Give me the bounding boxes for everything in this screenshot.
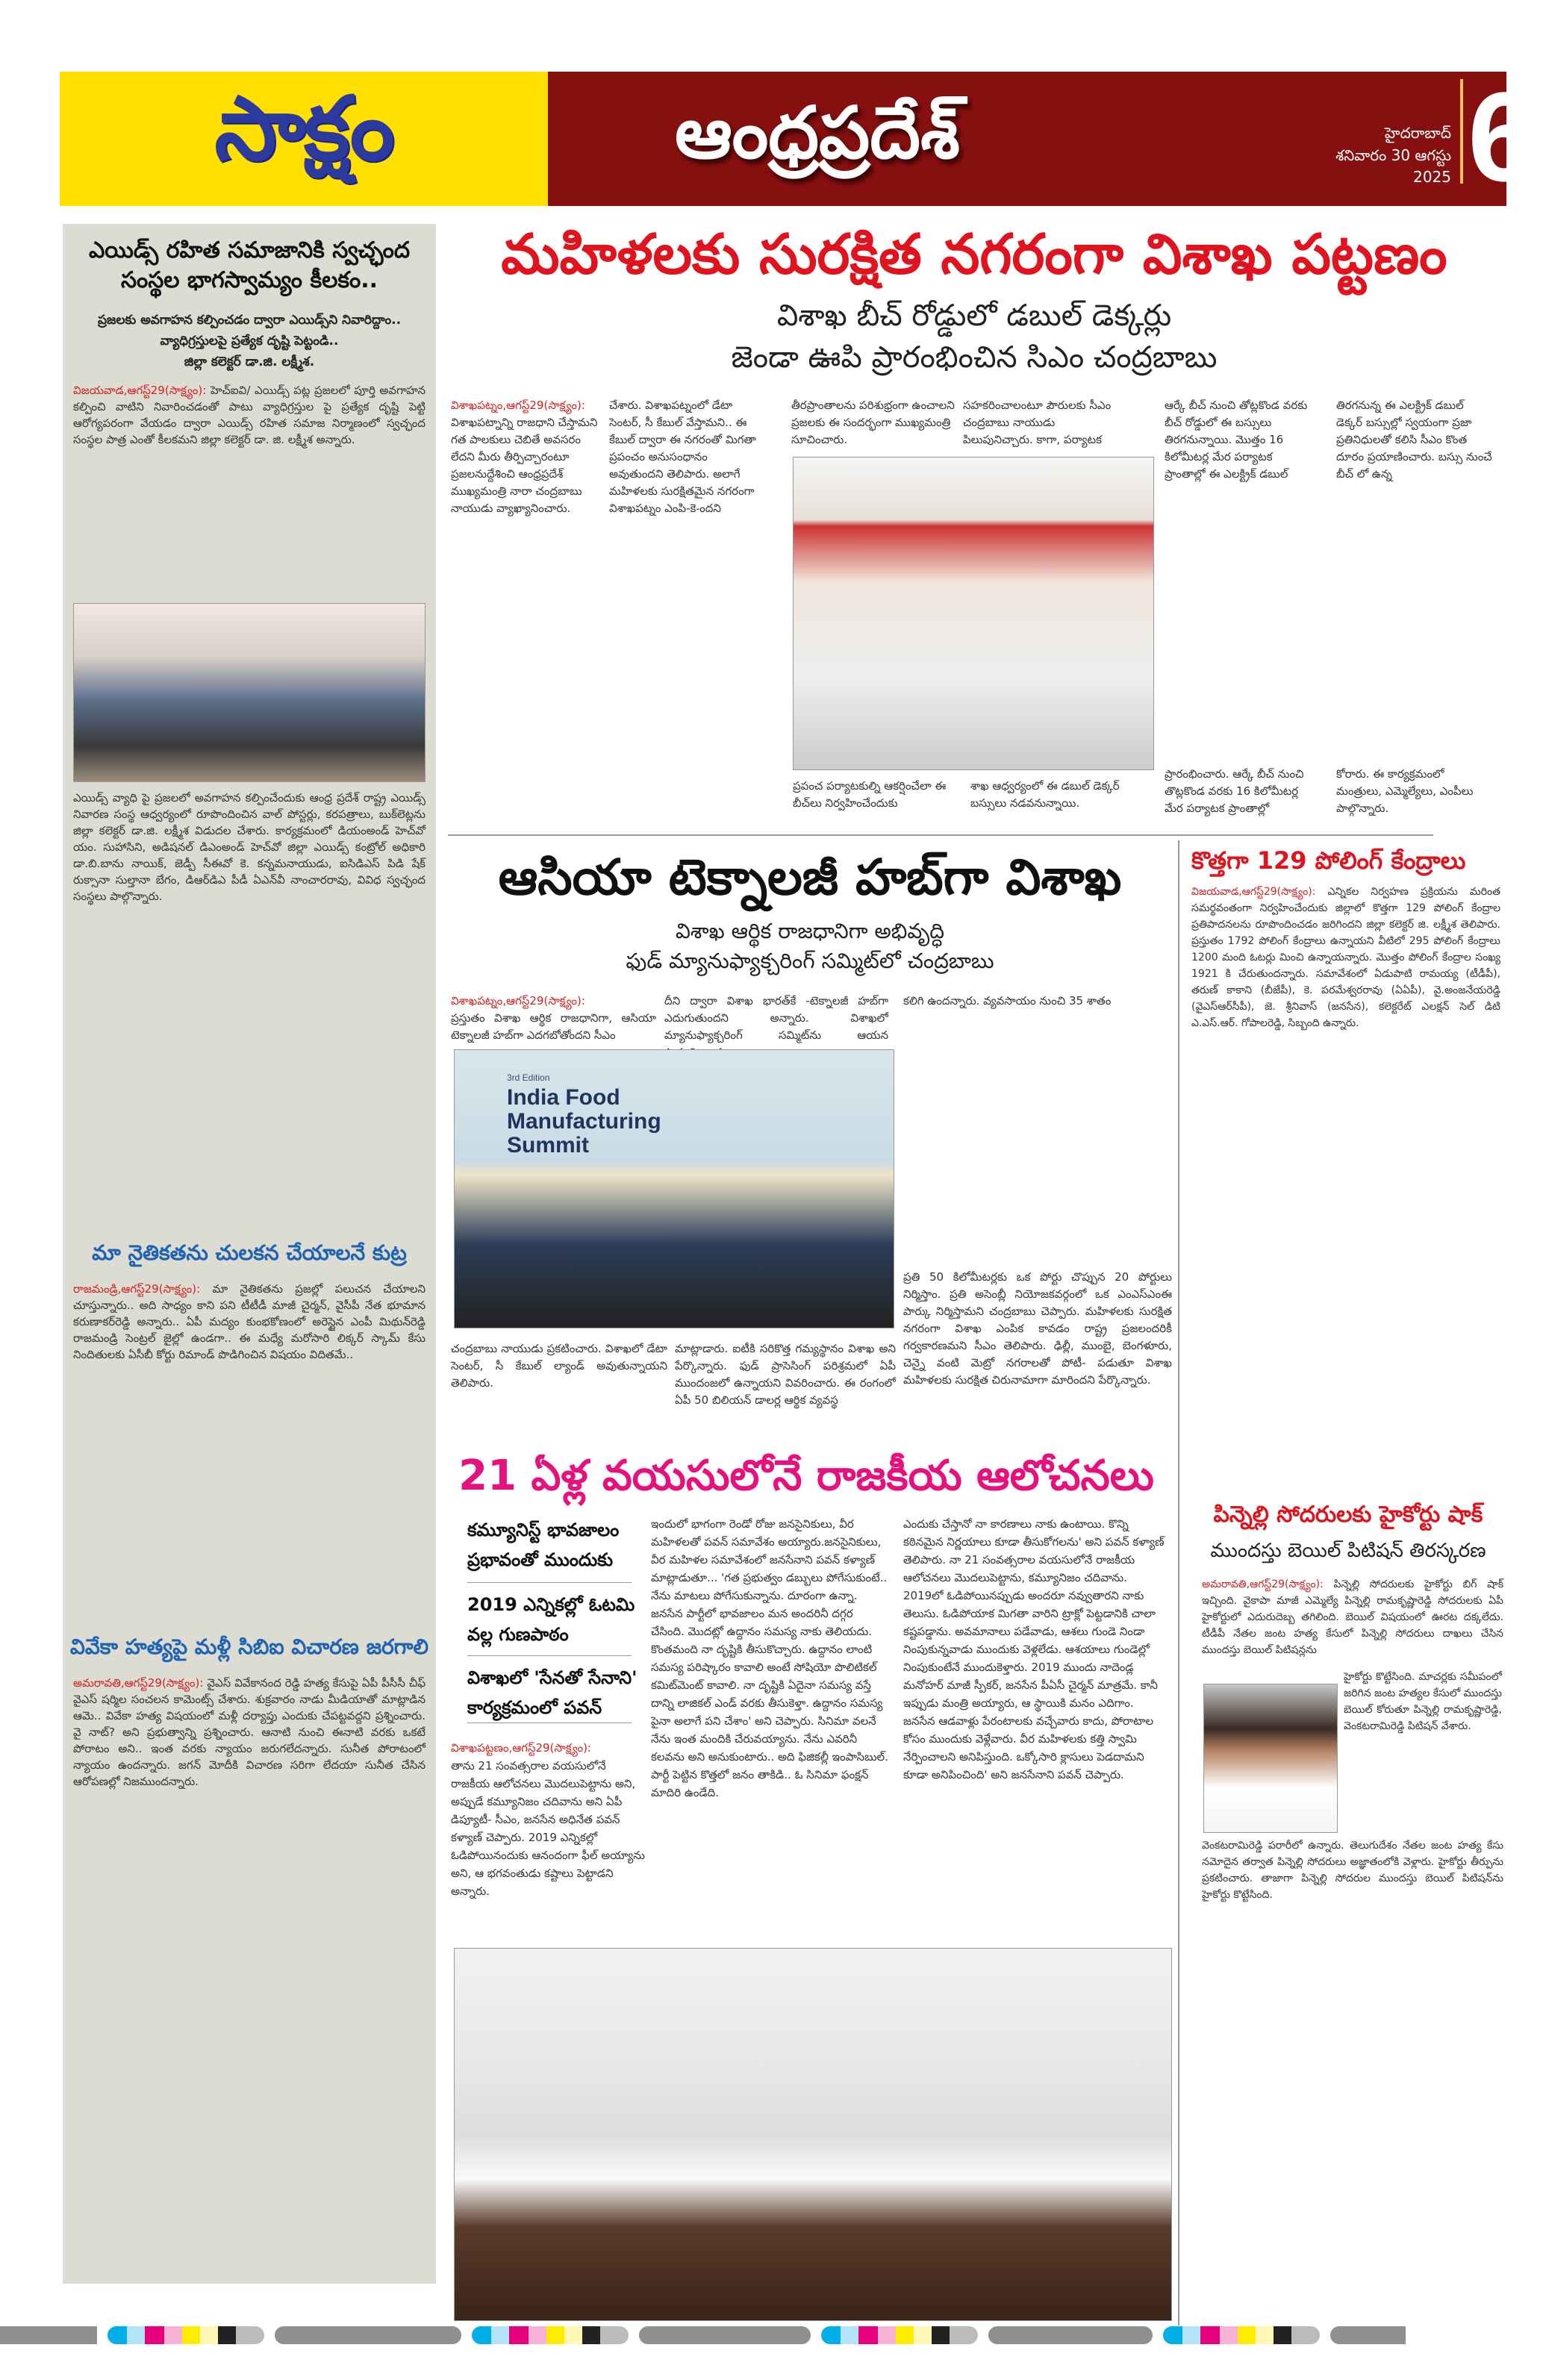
- lead-caption-1: ప్రపంచ పర్యాటకుల్ని ఆకర్షించేలా ఈ బీచ్‌లు నిర్వహించేందుకు: [793, 779, 947, 810]
- aids-body-1: [63, 382, 436, 596]
- tech-col-3: కలిగి ఉందన్నారు. వ్యవసాయం నుంచి 35 శాతం: [903, 994, 1112, 1008]
- conspiracy-body: [63, 1281, 436, 1624]
- summit-edition-text: 3rd Edition: [507, 1072, 550, 1083]
- tech-subhead-2: ఫుడ్ మ్యానుఫ్యాక్చరింగ్ సమ్మిట్‌లో చంద్రబాబు: [626, 949, 994, 973]
- tech-col-2: దీని ద్వారా విశాఖ భారత్‌కే -టెక్నాలజీ హబ్‌గా ఎదుగుతుందని అన్నారు. విశాఖలో మ్యానుఫ్యాక్చరింగ్ సమ్మిట్‌ను ఆయన: [664, 994, 888, 1042]
- aids-body-text-1: హెచ్ఐవి/ ఎయిడ్స్ పట్ల ప్రజలలో పూర్తి అవగాహన కల్పించి వాటిని నివారించడంతో పాటు వ్యాధిగ్రస్తుల పై ప్రత్యేక దృష్టి పెట్టి ఆరోగ్యపరంగా వేయడం ద్వారా ఎయిడ్స్ రహిత సమాజ నిర్మాణంలో స్వచ్ఛంద సంస్థల పాత్ర ఎంతో కీలకమని జిల్లా కలెక్టర్ డా. జి. లక్ష్మీశ అన్నారు.: [73, 384, 426, 446]
- print-color-registration-bar: [0, 2326, 1543, 2344]
- lead-caption-4: కోరారు. ఈ కార్యక్రమంలో మంత్రులు, ఎమ్మెల్యేలు, ఎంపీలు పాల్గొన్నారు.: [1336, 767, 1474, 815]
- pinnelli-body-text-1: పిన్నెల్లి సోదరులకు హైకోర్టు బిగ్ షాక్ ఇచ్చింది. వైకాపా మాజీ ఎమ్మెల్యే పిన్నెల్లి రామకృష్ణారెడ్డి సోదరులకు ఏపీ హైకోర్టులో ఎదురుదెబ్బ తగిలింది. బెయిల్ విషయంలో ఊరట దక్కలేదు. టీడీపీ నేతల జంట హత్య కేసులో పిన్నెల్లి సోదరులు దాఖలు చేసిన ముందస్తు బెయిల్ పిటిషన్లను: [1202, 1578, 1504, 1656]
- pinnelli-dateline: అమరావతి,ఆగస్ట్29(సాక్ష్యం):: [1202, 1578, 1324, 1590]
- pinnelli-body-3: వెంకటరామిరెడ్డి పరారీలో ఉన్నారు. తెలుగుదేశం నేతల జంట హత్య కేసు నమోదైన తర్వాత పిన్నెల్లి సోదరులు అజ్ఞాతంలోకి వెళ్లారు. హైకోర్టు తీర్పును ప్రకటించారు. తాజాగా పిన్నెల్లి సోదరుల ముందస్తు బెయిల్ పిటిషన్‌ను హైకోర్టు కొట్టేసింది.: [1202, 1840, 1503, 1901]
- pawan-col-1-text: తాను 21 సంవత్సరాల వయసులోనే రాజకీయ ఆలోచనలు మొదలుపెట్టాను అని, అప్పుడే కమ్యూనిజం చదివాను అని ఏపీ డిప్యూటీ- సీఎం, జనసేన అధినేత పవన్ కళ్యాణ్ చెప్పారు. 2019 ఎన్నికల్లో ఓడిపోయినందుకు ఆనందంగా ఫీల్ అయ్యాను అని, ఆ భగవంతుడు కష్టాలు పెట్టాడని అన్నారు.: [451, 1759, 645, 1898]
- tech-col-2b: మాట్లాడారు. ఐటీకి సరికొత్త గమ్యస్థానం విశాఖ అని పేర్కొన్నారు. ఫుడ్ ప్రాసెసింగ్ పరిశ్రమలో ఏపీ ముందంజలో ఉన్నాయని వివరించారు. ఈ రంగంలో ఏపీ 50 బిలియన్ డాలర్ల ఆర్థిక వ్యవస్థ: [675, 1342, 896, 1407]
- polling-body-text: ఎన్నికల నిర్వహణ ప్రక్రియను మరింత సమర్థవంతంగా నిర్వహించేందుకు జిల్లాలో కొత్తగా 129 పోలింగ్ కేంద్రాల ప్రతిపాదనలను రూపొందించడం జరిగిందని జిల్లా కలెక్టర్ జి. లక్ష్మీశ తెలిపారు. ప్రస్తుతం 1792 పోలింగ్ కేంద్రాలు ఉన్నాయని వీటిలో 295 పోలింగ్ కేంద్రాలు 1200 మంది ఓటర్లు మించి ఉన్నాయన్నారు. మొత్తం పోలింగ్ కేంద్రాల సంఖ్య 1921 కి చేరుతుందన్నారు. సమావేశంలో ఏడుపాటి రామయ్య (టీడీపీ), తరుణ్ కాకాని (బీజేపీ), కె. పరమేశ్వరరావు (ఏఏపీ), వై.అంజనేయరెడ్డి (వైఎస్ఆర్‌సీపీ), జె. శ్రీనివాస్ (జనసేన), కలెక్టరేట్ ఎలక్షన్ సెల్ డిటి ఎ.ఎస్.ఆర్. గోపాలరెడ్డి, సిబ్బంది ఉన్నారు.: [1191, 886, 1501, 1029]
- edition-date: శనివారం 30 ఆగస్టు 2025: [1335, 146, 1451, 186]
- conspiracy-body-text: మా నైతికతను ప్రజల్లో పలుచన చేయాలని చూస్తున్నారు.. అది సాధ్యం కాని పని టీటీడీ మాజీ చైర్మన్, వైసీపీ నేత భూమాన కరుణాకర్‌రెడ్డి అన్నారు.. ఏపీ మద్యం కుంభకోణంలో అరెస్టైన ఎంపీ మిథున్‌రెడ్డి రాజమండ్రి సెంట్రల్ జైల్లో ఉండగా.. ఈ మధ్యే మరోసారి లిక్కర్ స్కామ్ కేసు నిందితులకు ఏసీబీ కోర్టు రిమాండ్ పొడిగించిన విషయం విదితమే..: [73, 1282, 426, 1361]
- tech-dateline: విశాఖపట్నం,ఆగస్ట్29(సాక్ష్యం):: [451, 994, 585, 1008]
- pawan-sidehead-2: 2019 ఎన్నికల్లో ఓటమి వల్ల గుణపాఠం: [467, 1594, 635, 1645]
- pawan-sidehead-rule-3: [467, 1722, 632, 1723]
- lead-subhead-2: జెండా ఊపి ప్రారంభించిన సిఎం చంద్రబాబు: [731, 340, 1218, 375]
- page-number-divider: [1460, 79, 1463, 184]
- lead-caption-3: ప్రారంభించారు. ఆర్కే బీచ్ నుంచి తొట్లకొండ వరకు 16 కిలోమీటర్ల మేర పర్యాటక ప్రాంతాల్లో: [1165, 767, 1304, 815]
- lead-col-5: ఆర్కే బీచ్ నుంచి తోట్లకొండ వరకు బీచ్ రోడ్డులో ఈ బస్సులు తిరగనున్నాయి. మొత్తం 16 కిలోమీటర్ల మేర పర్యాటక ప్రాంతాల్లో ఈ ఎలక్ట్రిక్ డబుల్: [1165, 399, 1308, 481]
- viveka-body-text: వైఎస్ వివేకానంద రెడ్డి హత్య కేసుపై ఏపీ పీసీసీ చీఫ్ వైఎస్ షర్మిల సంచలన కామెంట్స్ చేశారు. శుక్రవారం నాడు మీడియాతో మాట్లాడిన ఆమె.. వివేకా హత్య విషయంలో మళ్లీ దర్యాప్తు ఎందుకు చేపట్టవద్దని ప్రశ్నించారు. వై నాట్? అని ప్రభుత్వాన్ని ప్రశ్నించారు. ఆనాటి నుంచి ఈనాటి వరకు ఒకటే పోరాటం అని.. ఇంత వరకు న్యాయం జరుగలేదన్నారు. సునీత పోరాటంలో న్యాయం ఉందన్నారు. జగన్ మోదీకి విచారణ సరిగా లేదయా సునీత చేసిన ఆరోపణల్లో నిజముందన్నారు.: [73, 1676, 426, 1788]
- aids-subhead-1: ప్రజలకు అవగాహన కల్పించడం ద్వారా ఎయిడ్స్‌ని నివారిద్దాం..: [97, 313, 402, 328]
- lead-col-1: [451, 397, 600, 852]
- lead-col-1-text: విశాఖపట్నాన్ని రాజధాని చేస్తామని గత పాలకులు చెబితే అవసరం లేదని మీరు తీర్పిచ్చారంటూ ప్రజలనుద్దేశించి ఆంధ్రప్రదేశ్ ముఖ్యమంత్రి నారా చంద్రబాబు నాయుడు వ్యాఖ్యానించారు.: [451, 416, 598, 515]
- lead-headline: మహిళలకు సురక్షిత నగరంగా విశాఖ పట్టణం: [501, 222, 1447, 287]
- summit-banner-text: India Food Manufacturing Summit: [507, 1085, 661, 1158]
- polling-body: [1191, 884, 1500, 1481]
- masthead-section-block: [548, 66, 1539, 208]
- edition-city: హైదరాబాద్: [1384, 124, 1451, 142]
- tech-headline: ఆసియా టెక్నాలజీ హబ్‌గా విశాఖ: [498, 849, 1122, 906]
- tech-col-1-text: ప్రస్తుతం విశాఖ ఆర్థిక రాజధానిగా, ఆసియా టెక్నాలజీ హబ్‌గా ఎదగబోతోందని సీఎం: [451, 1011, 656, 1042]
- lead-caption-2: శాఖ ఆధ్వర్యంలో ఈ డబుల్ డెక్కర్ బస్సులు నడవనున్నాయి.: [970, 779, 1120, 810]
- pawan-dateline: విశాఖపట్టణం,ఆగస్ట్29(సాక్ష్యం):: [451, 1741, 591, 1755]
- pawan-sidehead-3: విశాఖలో 'సేనతో సేనాని' కార్యక్రమంలో పవన్: [467, 1667, 638, 1718]
- pawan-sidehead-rule-2: [467, 1655, 632, 1656]
- aids-subhead-2: వ్యాధిగ్రస్తులపై ప్రత్యేక దృష్టి పెట్టండి..: [160, 334, 339, 349]
- viveka-body: [63, 1675, 436, 1928]
- aids-subhead-3: జిల్లా కలెక్టర్ డా.జి. లక్ష్మీశ.: [184, 354, 315, 369]
- pawan-sidehead-1: కమ్యూనిస్ట్ భావజాలం ప్రభావంతో ముందుకు: [467, 1519, 620, 1570]
- pinnelli-headline: పిన్నెల్లి సోదరులకు హైకోర్టు షాక్: [1213, 1502, 1483, 1528]
- pawan-headline: 21 ఏళ్ల వయసులోనే రాజకీయ ఆలోచనలు: [458, 1452, 1154, 1500]
- aids-body-2: [63, 790, 436, 1230]
- lead-col-6: తిరగనున్న ఈ ఎలక్ట్రిక్ డబుల్ డెక్కర్ బస్సుల్లో స్వయంగా ప్రజా ప్రతినిధులతో కలిసి సీఎం కొంత దూరం ప్రయాణించారు. బస్సు నుంచే బీచ్ లో ఉన్న: [1336, 399, 1492, 481]
- tech-subhead-1: విశాఖ ఆర్థిక రాజధానిగా అభివృద్ధి: [675, 919, 944, 943]
- lead-subhead-1: విశాఖ బీచ్ రోడ్డులో డబుల్ డెక్కర్లు: [776, 299, 1172, 333]
- aids-photo: [73, 603, 426, 782]
- page-number: 6: [1468, 66, 1539, 208]
- pinnelli-body-2: హైకోర్టు కొట్టేసింది. మాచర్లకు సమీపంలో జరిగిన జంట హత్యల కేసులో ముందస్తు బెయిల్ కోరుతూ పిన్నెల్లి రామకృష్ణారెడ్డి, వెంకటరామిరెడ్డి పిటిషన్ వేశారు.: [1344, 1671, 1502, 1732]
- aids-body-text-2: ఎయిడ్స్ వ్యాధి పై ప్రజలలో అవగాహన కల్పించేందుకు ఆంధ్ర ప్రదేశ్ రాష్ట్ర ఎయిడ్స్ నివారణ సంస్థ ఆధ్వర్యంలో రూపొందించిన వాల్ పోస్టర్లు, కరపత్రాలు, బుక్‌లెట్లను జిల్లా కలెక్టర్ డా.జి. లక్ష్మీశ విడుదల చేశారు. కార్యక్రమంలో డియంఅండ్ హెచ్‌వో యం. సుహాసిని, అడిషనల్ డిఎంఅండ్ హెచ్‌వో జిల్లా ఎయిడ్స్ కంట్రోల్ అధికారి డా.బి.బాను నాయిక్, జెడ్పీ సీఈవో కె. కన్నమనాయుడు, ఐసిడిఎస్ పిడి షేక్ రుక్సానా సుల్తానా బేగం, డిఆర్‌డిఎ పీడీ ఏఎన్‌వీ నాంచారరావు, వివిధ స్వచ్ఛంద సంస్థలు పాల్గొన్నారు.: [73, 791, 426, 903]
- polling-dateline: విజయవాడ,ఆగస్ట్29(సాక్ష్యం):: [1191, 886, 1316, 898]
- lead-col-3: తీరప్రాంతాలను పరిశుభ్రంగా ఉంచాలని ప్రజలకు ఈ సందర్భంగా ముఖ్యమంత్రి సూచించారు.: [791, 399, 955, 446]
- conspiracy-dateline: రాజమండ్రి,ఆగస్ట్29(సాక్ష్యం):: [73, 1282, 201, 1296]
- lead-col-4: సహకరించాలంటూ పౌరులకు సీఎం చంద్రబాబు నాయుడు పిలుపునిచ్చారు. కాగా, పర్యాటక: [963, 399, 1112, 446]
- tech-col-1: [451, 993, 656, 1045]
- pawan-sidehead-rule-1: [467, 1582, 632, 1583]
- polling-headline: కొత్తగా 129 పోలింగ్ కేంద్రాలు: [1191, 846, 1466, 875]
- tech-col-1b: చంద్రబాబు నాయుడు ప్రకటించారు. విశాఖలో డేటా సెంటర్, సీ కేబుల్ ల్యాండ్ అవుతున్నాయని తెలిపారు.: [451, 1342, 667, 1390]
- pinnelli-subhead: ముందస్తు బెయిల్ పిటిషన్ తిరస్కరణ: [1210, 1540, 1486, 1562]
- masthead-logo-block: [60, 72, 548, 206]
- lead-col-2: చేశారు. విశాఖపట్నంలో డేటా సెంటర్, సీ కేబుల్ వేస్తామని.. ఈ కేబుల్ ద్వారా ఈ నగరంతో మిగతా ప్రపంచం అనుసంధానం అవుతుందని తెలిపారు. అలాగే మహిళలకు సురక్షితమైన నగరంగా విశాఖపట్నం ఎంపి-కె-ందని: [609, 399, 756, 515]
- aids-headline: ఎయిడ్స్ రహిత సమాజానికి స్వచ్ఛంద సంస్థల భాగస్వామ్యం కీలకం..: [88, 237, 411, 293]
- pinnelli-photo: [1203, 1684, 1338, 1833]
- aids-dateline: విజయవాడ,ఆగస్ట్29(సాక్ష్యం):: [73, 384, 207, 397]
- viveka-dateline: అమరావతి,ఆగస్ట్29(సాక్ష్యం):: [73, 1676, 204, 1690]
- cm-bus-launch-photo: [793, 457, 1154, 770]
- newspaper-logo: సాక్షం: [214, 76, 393, 180]
- lead-dateline: విశాఖపట్నం,ఆగస్ట్29(సాక్ష్యం):: [451, 399, 585, 412]
- pawan-meeting-photo: [454, 1948, 1172, 2321]
- section-title: ఆంధ్రప్రదేశ్: [675, 91, 960, 175]
- left-sidebar: [63, 224, 436, 2284]
- pawan-col-2: ఇందులో భాగంగా రెండో రోజు జనసైనికులు, వీర మహిళలతో పవన్ సమావేశం అయ్యారు.జనసైనికులు, వీర మహిళల సమావేశంలో జనసేనాని పవన్ కళ్యాణ్ మాట్లాడుతూ... 'గత ప్రభుత్వం డబ్బులు పోగేసుకుంటే.. నేను మాటలు పోగేసుకున్నాను. దూరంగా ఉన్నా. జనసేన పార్టీలో భావజాలం మన అందరినీ దగ్గర చేసింది. మొదట్లో ఉద్దానం సమస్య నాకు తెలియదు. కొంతమంది నా దృష్టికి తీసుకొచ్చారు. ఉద్దానం లాంటి సమస్య పరిష్కారం కావాలి అంటే సోషియో పొలిటికల్ కమిట్‌మెంట్ కావాలి. నా దృష్టికి ఏదైనా సమస్య వస్తే దాన్ని లాజికల్ ఎండ్ వరకు తీసుకెళ్తా. ఉద్దానం సమస్య పైనా అలాగే పని చేశాం' అని చెప్పారు. సినిమా వలనే నేను ఇంత మందికి చేరువయ్యాను. నేను ఎవరినీ కలవను అని అనుకుంటారు.. అది ఫిజికల్లీ ఇంపాసిబుల్. పార్టీ పెట్టిన కొత్తలో జనం తాకిడి.. ఓ సినిమా ఫంక్షన్ మాదిరి ఉండేది.: [651, 1517, 888, 1799]
- right-column-divider: [1178, 840, 1179, 2326]
- pawan-col-1: [451, 1739, 645, 1933]
- lead-bottom-rule: [448, 834, 1433, 836]
- pawan-col-3: ఎందుకు చేస్తానో నా కారణాలు నాకు ఉంటాయి. కొన్ని కఠినమైన నిర్ణయాలు కూడా తీసుకోగలను' అని పవన్ కళ్యాణ్ తెలిపారు. నా 21 సంవత్సరాల వయసులోనే రాజకీయ ఆలోచనలు మొదలుపెట్టాను, కమ్యూనిజం చదివాను. 2019లో ఓడిపోయినప్పుడు అందరూ నవ్వుతారని నాకు తెలుసు. ఓడిపోయాక మిగతా వారిని ట్రాక్లో పెట్టడానికి చాలా కష్టపడ్డాను. అవమానాలు పడేవాడు, ఆశలు గుండె నిండా నింపుకున్నవాడు ముందుకు వెళ్లలేడు. ఆశయాలు గుండెల్లో నింపుకుంటేనే ముందుకెళ్తారు. 2019 ముందు నాదెండ్ల మనోహర్ మాజీ స్పీకర్, జనసేన పీఏసీ చైర్మన్ మాత్రమే. కానీ ఇప్పుడు మంత్రి అయ్యారు, ఆ స్థాయికి మనం ఎదిగాం. జనసేన ఆడవాళ్లు పేరంటాలకు వచ్చేవారు కాదు, పోరాటాల కోసం ముందుకు వెళ్లేవారు. వీర మహిళలకు కత్తి స్వామి నేర్పించాలని అనిపిస్తుంది. ఒక్కోసారి క్లాసులు పెడదామని కూడా అనిపించింది' అని జనసేనాని పవన్ చెప్పారు.: [903, 1517, 1165, 1781]
- viveka-headline: వివేకా హత్యపై మళ్లీ సిబిఐ విచారణ జరగాలి: [69, 1634, 429, 1659]
- tech-col-3b: ప్రతి 50 కిలోమీటర్లకు ఒక పోర్టు చొప్పున 20 పోర్టులు నిర్మిస్తాం. ప్రతి అసెంబ్లీ నియోజకవర్గంలో ఒక ఎంఎస్ఎంఈ పార్కు నిర్మిస్తామని చంద్రబాబు చెప్పారు. మహిళలకు సురక్షిత నగరంగా విశాఖ ఎంపిక కావడం రాష్ట్ర ప్రజలందరికీ గర్వకారణమని సీఎం తెలిపారు. ఢిల్లీ, ముంబై, బెంగళూరు, చెన్నై వంటి మెట్రో నగరాలతో పోటీ- పడుతూ విశాఖ మహిళలకు సురక్షిత చిరునామాగా మారిందని పేర్కొన్నారు.: [903, 1270, 1172, 1387]
- pinnelli-body-1: [1202, 1576, 1503, 1669]
- summit-photo: [454, 1049, 894, 1328]
- conspiracy-headline: మా నైతికతను చులకన చేయాలనే కుట్ర: [92, 1240, 407, 1265]
